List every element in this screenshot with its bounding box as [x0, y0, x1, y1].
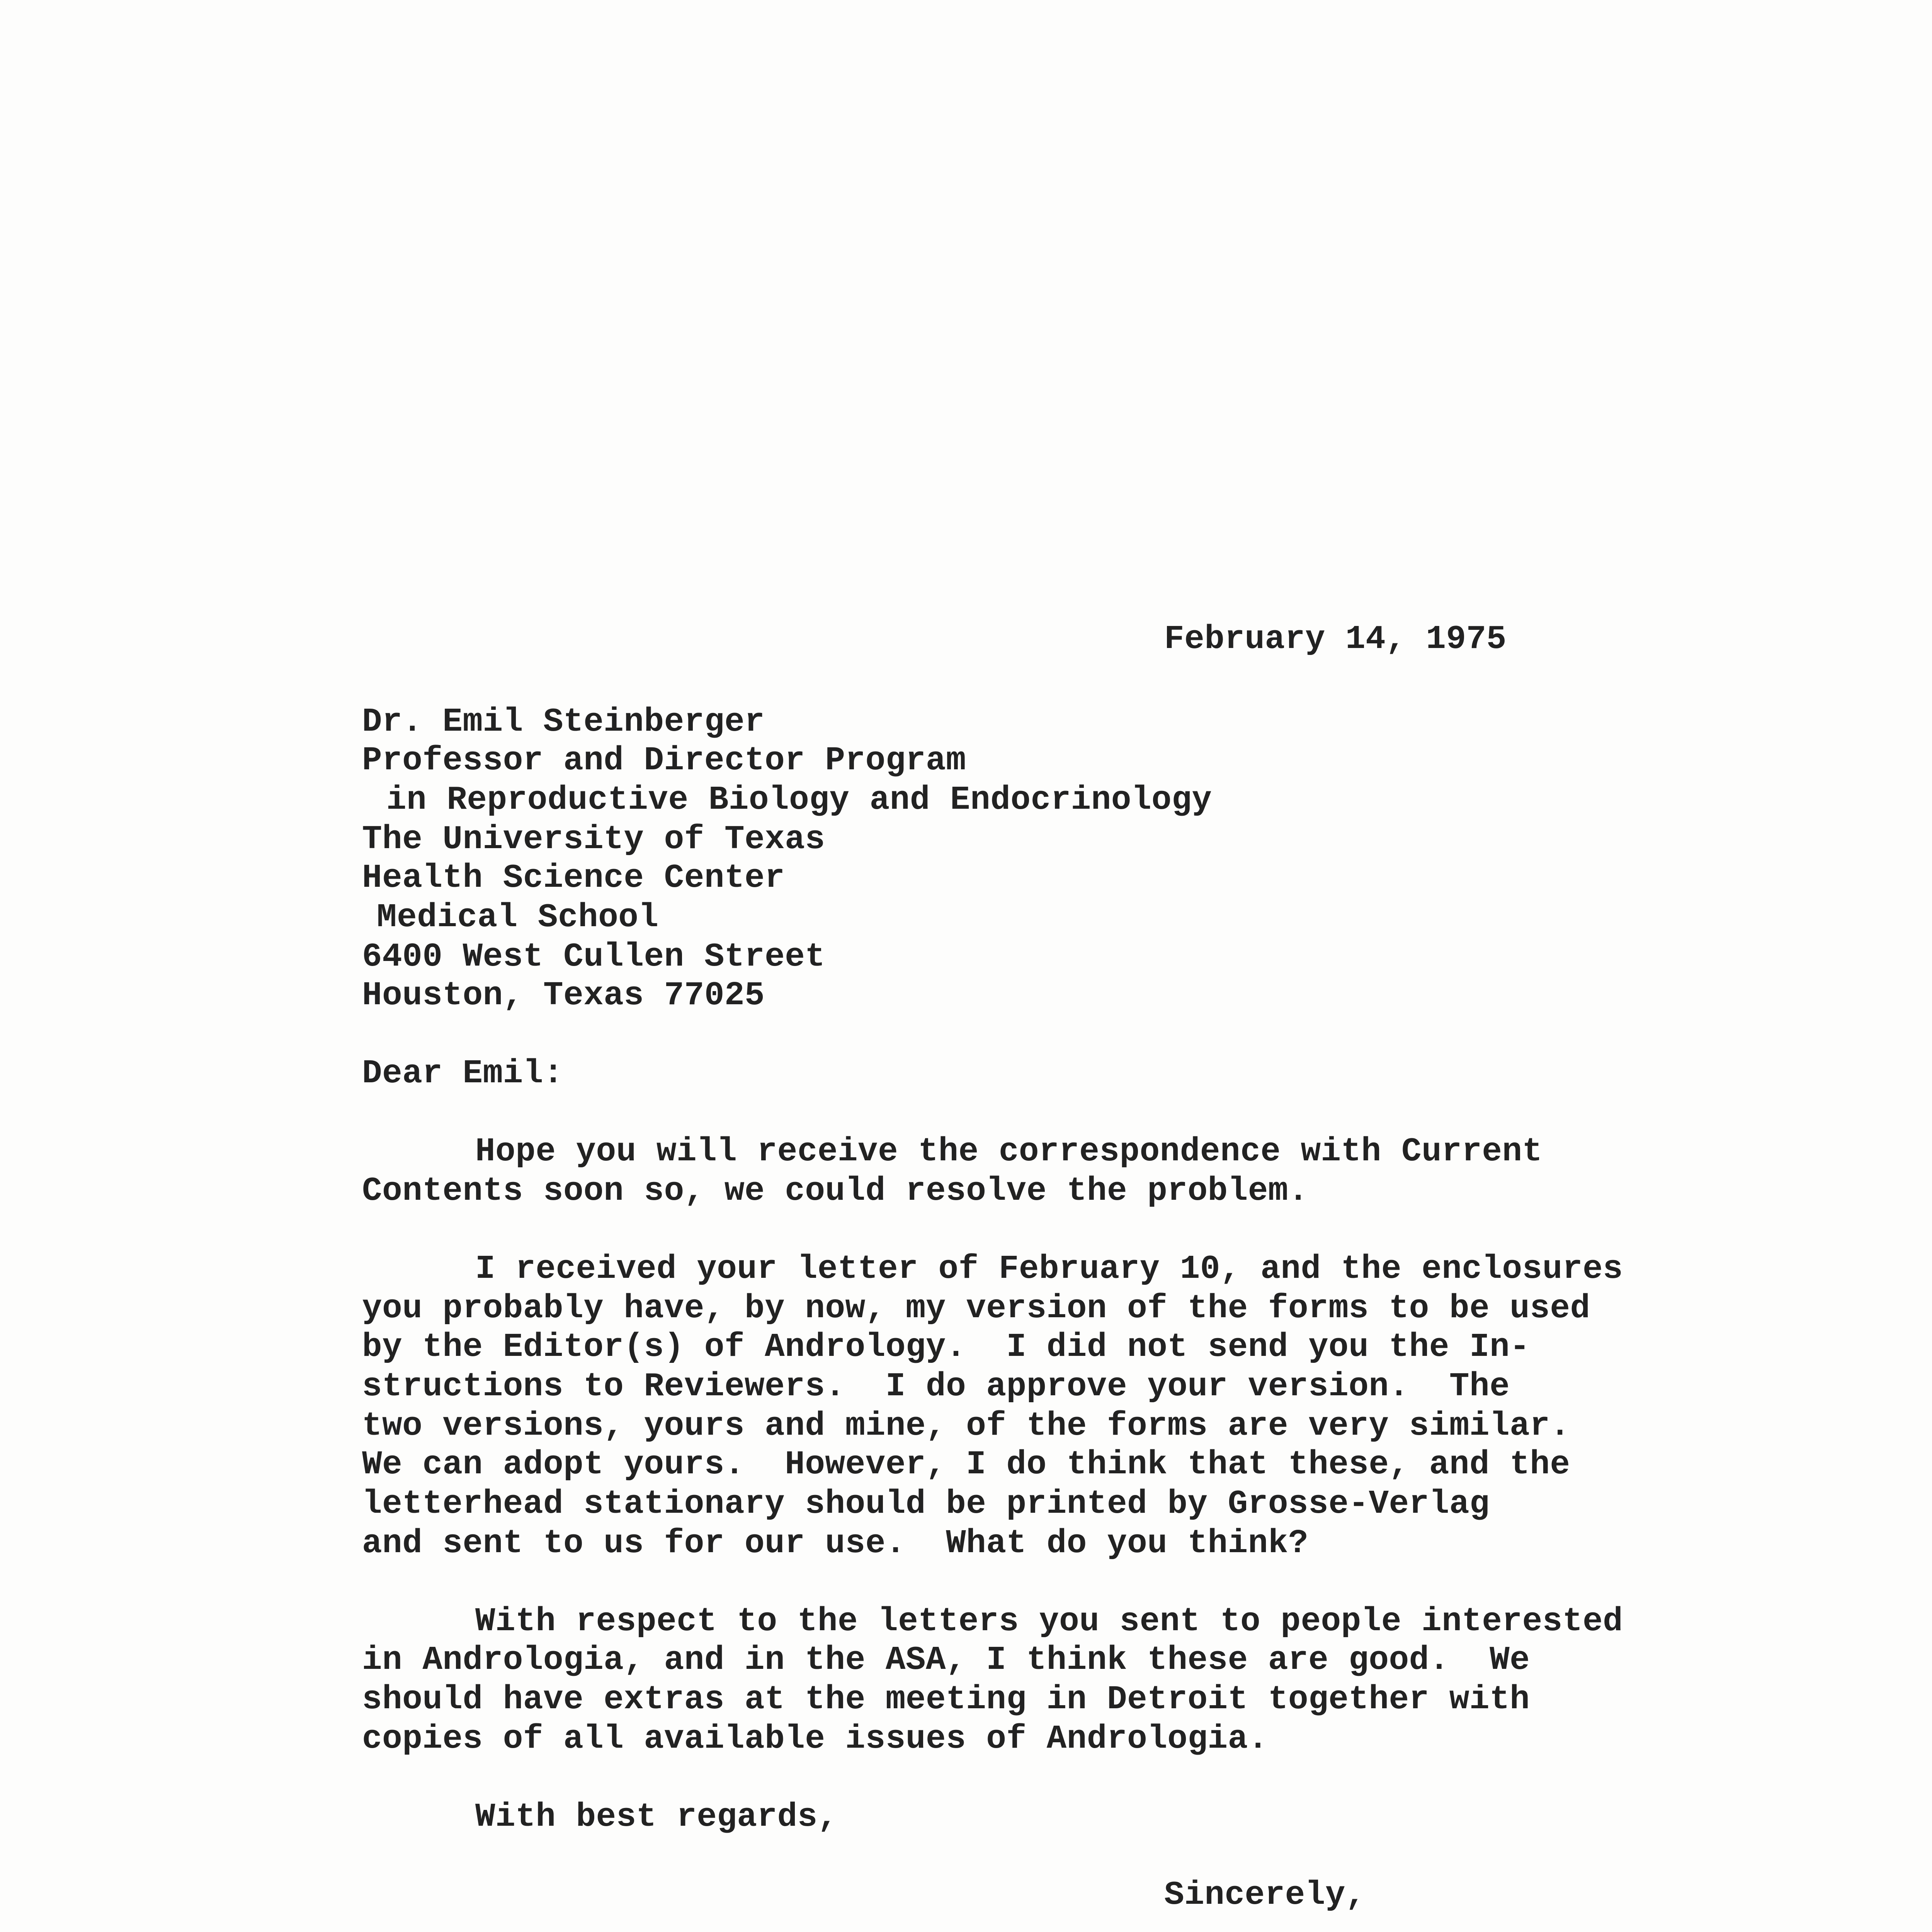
closing-regards: With best regards,: [475, 1798, 838, 1836]
closing: Sincerely,: [1164, 1876, 1366, 1914]
paragraph3-line1: With respect to the letters you sent to people interested: [475, 1602, 1623, 1640]
paragraph2-line7: letterhead stationary should be printed by Grosse-Verlag: [362, 1485, 1490, 1523]
recipient-title-line2: in Reproductive Biology and Endocrinology: [386, 781, 1212, 819]
paragraph2-line8: and sent to us for our use. What do you think?: [362, 1524, 1309, 1562]
letter-date: February 14, 1975: [1164, 620, 1507, 658]
paragraph2-line3: by the Editor(s) of Andrology. I did not send you the In-: [362, 1328, 1530, 1366]
paragraph2-line6: We can adopt yours. However, I do think that these, and the: [362, 1446, 1570, 1483]
recipient-institution-line1: The University of Texas: [362, 820, 825, 858]
salutation: Dear Emil:: [362, 1054, 564, 1092]
recipient-institution-line2: Health Science Center: [362, 859, 785, 897]
recipient-title-line1: Professor and Director Program: [362, 742, 966, 779]
recipient-street: 6400 West Cullen Street: [362, 938, 825, 976]
recipient-city: Houston, Texas 77025: [362, 976, 765, 1014]
recipient-name: Dr. Emil Steinberger: [362, 703, 765, 741]
paragraph3-line4: copies of all available issues of Andrologia.: [362, 1720, 1268, 1758]
recipient-institution-line3: Medical School: [377, 898, 659, 936]
paragraph3-line2: in Andrologia, and in the ASA, I think these are good. We: [362, 1641, 1530, 1679]
paragraph1-line2: Contents soon so, we could resolve the problem.: [362, 1172, 1309, 1210]
paragraph2-line2: you probably have, by now, my version of the forms to be used: [362, 1289, 1590, 1327]
paragraph3-line3: should have extras at the meeting in Detroit together with: [362, 1680, 1530, 1718]
paragraph1-line1: Hope you will receive the correspondence with Current: [475, 1133, 1543, 1170]
paragraph2-line5: two versions, yours and mine, of the forms are very similar.: [362, 1407, 1570, 1445]
paragraph2-line4: structions to Reviewers. I do approve your version. The: [362, 1367, 1510, 1405]
paragraph2-line1: I received your letter of February 10, and the enclosures: [475, 1250, 1623, 1288]
